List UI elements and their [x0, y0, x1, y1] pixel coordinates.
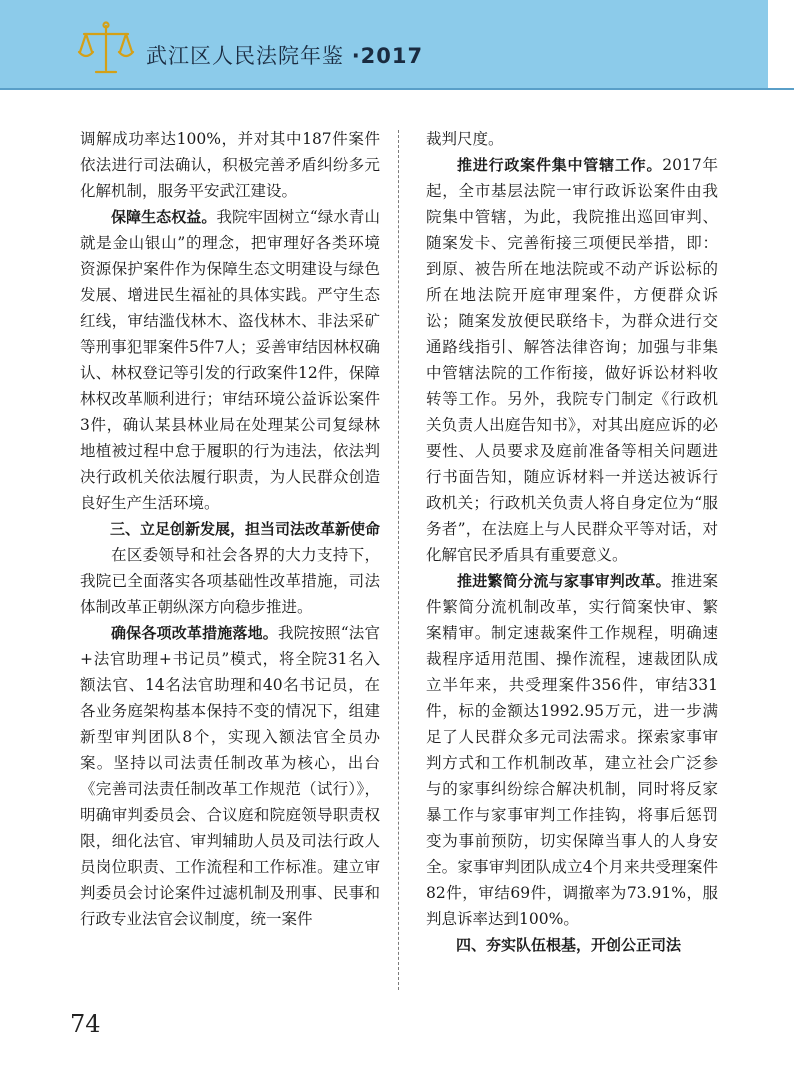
yearbook-title [146, 40, 423, 70]
paragraph: 推进繁简分流与家事审判改革。推进案件繁简分流机制改革，实行简案快审、繁案精审。制定速裁案件工作规程，明确速裁程序适用范围、操作流程，速裁团队成立半年来，共受理案件356件，审结331件，标的金额达1992.95万元，进一步满足了人民群众多元司法需求。探索家事审判方式和工作机制改革，建立社会广泛参与的家事纠纷综合解决机制，同时将反家暴工作与家事审判工作挂钩，将事后惩罚变为事前预防，切实保障当事人的人身安全。家事审判团队成立4个月来共受理案件82件，审结69件，调撤率为73.91%，服判息诉率达到100%。 [426, 572, 718, 928]
left-column [80, 126, 380, 932]
paragraph-heading: 保障生态权益。 [111, 208, 217, 226]
paragraph-heading: 确保各项改革措施落地。 [111, 624, 278, 642]
yearbook-year: 2017 [360, 44, 424, 68]
paragraph: 裁判尺度。 [426, 130, 504, 148]
page-header [0, 0, 794, 90]
paragraph-heading: 推进繁简分流与家事审判改革。 [457, 572, 671, 590]
paragraph: 确保各项改革措施落地。我院按照“法官+法官助理+书记员”模式，将全院31名入额法官、14名法官助理和40名书记员，在各业务庭架构基本保持不变的情况下，组建新型审判团队8个，实现入额法官全员办案。坚持以司法责任制改革为核心，出台《完善司法责任制改革工作规范（试行）》，明确审判委员会、合议庭和院庭领导职责权限，细化法官、审判辅助人员及司法行政人员岗位职责、工作流程和工作标准。建立审判委员会讨论案件过滤机制及刑事、民事和行政专业法官会议制度，统一案件 [80, 624, 380, 928]
paragraph: 在区委领导和社会各界的大力支持下，我院已全面落实各项基础性改革措施，司法体制改革正朝纵深方向稳步推进。 [80, 546, 380, 616]
paragraph: 调解成功率达100%，并对其中187件案件依法进行司法确认，积极完善矛盾纠纷多元化解机制，服务平安武江建设。 [80, 130, 380, 200]
title-separator: · [351, 44, 361, 68]
page-number: 74 [70, 1010, 101, 1038]
paragraph: 推进行政案件集中管辖工作。2017年起，全市基层法院一审行政诉讼案件由我院集中管辖，为此，我院推出巡回审判、随案发卡、完善衔接三项便民举措，即：到原、被告所在地法院或不动产诉讼标的所在地法院开庭审理案件，方便群众诉讼；随案发放便民联络卡，为群众进行交通路线指引、解答法律咨询；加强与非集中管辖法院的工作衔接，做好诉讼材料收转等工作。另外，我院专门制定《行政机关负责人出庭告知书》，对其出庭应诉的必要性、人员要求及庭前准备等相关问题进行书面告知，随应诉材料一并送达被诉行政机关；行政机关负责人将自身定位为“服务者”，在法庭上与人民群众平等对话，对化解官民矛盾具有重要意义。 [426, 156, 718, 564]
paragraph: 保障生态权益。我院牢固树立“绿水青山就是金山银山”的理念，把审理好各类环境资源保护案件作为保障生态文明建设与绿色发展、增进民生福祉的具体实践。严守生态红线，审结滥伐林木、盗伐林木、非法采矿等刑事犯罪案件5件7人；妥善审结因林权确认、林权登记等引发的行政案件12件，保障林权改革顺利进行；审结环境公益诉讼案件3件，确认某县林业局在处理某公司复绿林地植被过程中怠于履职的行为违法，依法判决行政机关依法履行职责，为人民群众创造良好生产生活环境。 [80, 208, 380, 512]
section-heading: 三、立足创新发展，担当司法改革新使命 [110, 520, 381, 538]
section-heading: 四、夯实队伍根基，开创公正司法 [456, 936, 682, 954]
scales-of-justice-icon [76, 20, 136, 78]
column-divider [398, 130, 399, 990]
header-corner [768, 0, 794, 88]
paragraph-heading: 推进行政案件集中管辖工作。 [457, 156, 663, 174]
right-column [426, 126, 718, 958]
yearbook-name: 武江区人民法院年鉴 [146, 44, 344, 68]
